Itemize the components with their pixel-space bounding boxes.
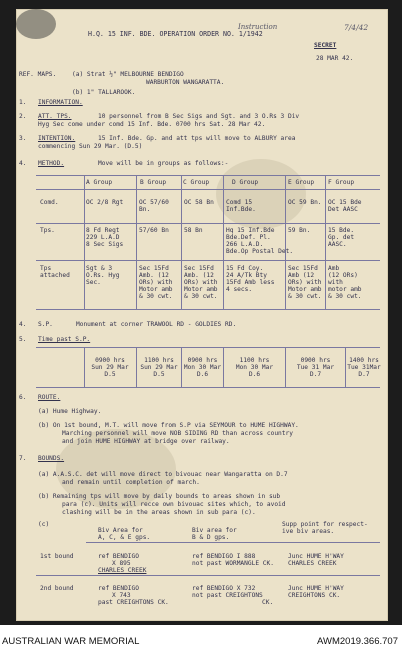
intention-line: 15 Inf. Bde. Gp. and att tps will move to ALBURY area xyxy=(98,135,296,142)
bound-cell: Junc HUME H'WAY xyxy=(288,553,344,560)
intention-label: INTENTION. xyxy=(38,135,76,142)
section-number: 6. xyxy=(19,394,27,401)
attached-cell: Sec 15Fd xyxy=(288,265,318,272)
ref-map-a2: WARBURTON WANGARATTA. xyxy=(146,79,225,86)
comd-cell: OC 57/60 Bn. xyxy=(139,199,169,213)
table-rule xyxy=(36,347,380,348)
tps-cell: 229 L.A.D xyxy=(86,234,120,241)
time-cell: 1100 hrs xyxy=(144,357,174,364)
table-rule xyxy=(84,347,85,387)
attached-label: Tps xyxy=(40,265,52,272)
time-cell: Sun 29 Mar xyxy=(140,364,178,371)
tps-cell: 58 Bn xyxy=(184,227,203,234)
paper-stain xyxy=(216,159,306,229)
bounds-b-line: para (c). Units will recce own bivouac sites which, to avoid xyxy=(62,501,286,508)
bounds-col-header: Supp point for respect- xyxy=(282,521,368,528)
route-b-line: and join HUME HIGHWAY at bridge over railway. xyxy=(62,438,230,445)
att-tps-line: 10 personnel from B Sec Sigs and Sgt. and 3 O.Rs 3 Div xyxy=(98,113,300,120)
group-header: A Group xyxy=(86,179,113,186)
attached-cell: Motor amb xyxy=(184,286,218,293)
time-cell: D.5 xyxy=(104,371,116,378)
tps-cell: Hq 15 Inf.Bde xyxy=(226,227,275,234)
sp-label: S.P. xyxy=(38,321,53,328)
tps-cell: 15 Bde. xyxy=(328,227,355,234)
footer-accession-number: AWM2019.366.707 xyxy=(317,636,398,647)
bound-row-label: 1st bound xyxy=(40,553,74,560)
bound-cell: Junc HUME H'WAY xyxy=(288,585,344,592)
section-number: 3. xyxy=(19,135,27,142)
section-number: 7. xyxy=(19,455,27,462)
tps-cell: Bde.Op Postal Det. xyxy=(226,248,294,255)
corner-shadow xyxy=(16,9,56,39)
bound-row-label: 2nd bound xyxy=(40,585,74,592)
tps-cell: 8 Fd Regt xyxy=(86,227,120,234)
bounds-a-line: (a) A.A.S.C. det will move direct to bivouac near Wangaratta on D.7 xyxy=(38,471,288,478)
tps-label: Tps. xyxy=(40,227,55,234)
ref-maps-label: REF. MAPS. xyxy=(19,71,57,78)
section-number: 2. xyxy=(19,113,27,120)
time-cell: Mon 30 Mar xyxy=(235,364,274,371)
attached-cell: motor amb xyxy=(328,286,362,293)
section-number: 4. xyxy=(19,160,27,167)
bound-cell: CHARLES CREEK xyxy=(98,567,147,574)
attached-cell: & 30 cwt. xyxy=(288,293,322,300)
bound-cell: X 743 xyxy=(112,592,131,599)
attached-cell: Sec 15Fd xyxy=(139,265,169,272)
information-heading: INFORMATION. xyxy=(38,99,83,106)
tps-cell: Bde.Def. Pl. xyxy=(226,234,271,241)
attached-cell: Amb. (12 xyxy=(184,272,214,279)
attached-cell: Amb. (12 xyxy=(139,272,169,279)
ref-map-b: (b) 1" TALLAROOK. xyxy=(72,89,136,96)
attached-cell: & 30 cwt. xyxy=(184,293,218,300)
attached-cell: Motor amb xyxy=(139,286,173,293)
comd-cell: OC 59 Bn. xyxy=(288,199,322,206)
table-rule xyxy=(84,175,85,309)
ref-map-a: (a) Strat ½" MELBOURNE BENDIGO xyxy=(72,71,184,78)
secret-label: SECRET xyxy=(314,42,337,49)
bound-cell: not past WORMANGLE CK. xyxy=(192,560,274,567)
time-cell: D.7 xyxy=(309,371,322,378)
time-cell: 1400 hrs xyxy=(349,357,379,364)
bound-cell: CK. xyxy=(262,599,274,606)
comd-cell: OC 58 Bn xyxy=(184,199,214,206)
attached-cell: 15Fd Amb less xyxy=(226,279,275,286)
group-header: E Group xyxy=(288,179,315,186)
attached-cell: Sec 15Fd xyxy=(184,265,214,272)
attached-cell: ORs) with xyxy=(139,279,173,286)
table-rule xyxy=(285,175,286,309)
bound-cell: ref BENDIGO X 732 xyxy=(192,585,256,592)
tps-cell: 266 L.A.D. xyxy=(226,241,264,248)
bound-cell: ref BENDIGO xyxy=(98,585,139,592)
time-cell: D.5 xyxy=(153,371,165,378)
route-label: ROUTE. xyxy=(38,394,61,401)
bounds-label: BOUNDS. xyxy=(38,455,65,462)
table-rule xyxy=(36,309,380,310)
table-rule xyxy=(36,223,380,224)
attached-cell: Motor amb xyxy=(288,286,322,293)
time-cell: Mon 30 Mar xyxy=(183,364,222,371)
table-rule xyxy=(223,175,224,309)
bound-cell: not past CREIGHTONS xyxy=(192,592,263,599)
section-number: 5. xyxy=(19,336,27,343)
route-a: (a) Hume Highway. xyxy=(38,408,102,415)
footer-institution: AUSTRALIAN WAR MEMORIAL xyxy=(2,636,140,647)
attached-cell: & 30 cwt. xyxy=(139,293,173,300)
section-number: 1. xyxy=(19,99,27,106)
table-rule xyxy=(36,189,380,190)
archive-footer xyxy=(0,630,402,653)
att-tps-line: Hyg Sec come under comd 15 Inf. Bde. 0700 hrs Sat. 28 Mar 42. xyxy=(38,121,266,128)
att-tps-label: ATT. TPS. xyxy=(38,113,72,120)
time-cell: D.7 xyxy=(358,371,370,378)
section-number: 4. xyxy=(19,321,27,328)
attached-cell: Amb xyxy=(328,265,340,272)
tps-cell: 8 Sec Sigs xyxy=(86,241,124,248)
comd-label: Comd. xyxy=(40,199,59,206)
tps-cell: Gp. det xyxy=(328,234,355,241)
tps-cell: 57/60 Bn xyxy=(139,227,169,234)
comd-cell: OC 2/8 Rgt xyxy=(86,199,124,206)
attached-cell: Sgt & 3 xyxy=(86,265,113,272)
attached-cell: 24 A/Tk Bty xyxy=(226,272,267,279)
bounds-col-header: Biv Area for xyxy=(98,527,143,534)
attached-cell: ORs) with xyxy=(288,279,322,286)
comd-cell: OC 15 Bde Det AASC xyxy=(328,199,362,213)
bound-cell: ref BENDIGO xyxy=(98,553,139,560)
time-cell: 0900 hrs xyxy=(95,357,125,364)
time-cell: D.6 xyxy=(196,371,209,378)
time-cell: Sun 29 Mar xyxy=(91,364,129,371)
bounds-col-header: B & D gps. xyxy=(192,534,230,541)
method-intro: Move will be in groups as follows:- xyxy=(98,160,229,167)
group-header: F Group xyxy=(328,179,355,186)
attached-cell: ORs) with xyxy=(184,279,218,286)
bounds-b-line: (b) Remaining tps will move by daily bounds to areas shown in sub xyxy=(38,493,281,500)
group-header: B Group xyxy=(140,179,167,186)
document-title: H.Q. 15 INF. BDE. OPERATION ORDER NO. 1/1942 xyxy=(88,30,263,38)
time-cell: 1100 hrs xyxy=(239,357,270,364)
table-rule xyxy=(181,175,182,309)
attached-cell: Sec. xyxy=(86,279,101,286)
handwritten-corner-note: 7/4/42 xyxy=(344,23,369,32)
time-cell: 0900 hrs xyxy=(187,357,218,364)
handwritten-note: Instruction xyxy=(238,23,278,31)
table-rule xyxy=(36,387,380,388)
bound-cell: past CREIGHTONS CK. xyxy=(98,599,169,606)
bound-cell: CHARLES CREEK xyxy=(288,560,337,567)
group-header: D Group xyxy=(232,179,259,186)
attached-cell: 15 Fd Coy. xyxy=(226,265,264,272)
time-cell: D.6 xyxy=(248,371,261,378)
attached-cell: Amb (12 xyxy=(288,272,315,279)
table-rule xyxy=(86,542,380,543)
attached-label: attached xyxy=(40,272,70,279)
route-b-line: (b) On 1st bound, M.T. will move from S.P via SEYMOUR to HUME HIGHWAY. xyxy=(38,422,299,429)
bound-cell: X 895 xyxy=(112,560,131,567)
table-rule xyxy=(325,175,326,309)
document-page xyxy=(16,9,388,621)
bound-cell: CREIGHTONS CK. xyxy=(288,592,341,599)
bounds-col-header: Biv area for xyxy=(192,527,237,534)
route-b-line: Marching personnel will move NOB SIDING RD than across country xyxy=(62,430,293,437)
time-cell: Tue 31 Mar xyxy=(296,364,335,371)
attached-cell: (12 ORs) xyxy=(328,272,358,279)
bounds-col-header: A, C, & E gps. xyxy=(98,534,151,541)
bounds-c-label: (c) xyxy=(38,521,50,528)
group-header: C Group xyxy=(183,179,210,186)
table-rule xyxy=(36,175,380,176)
table-rule xyxy=(36,575,380,576)
bound-cell: ref BENDIGO I 888 xyxy=(192,553,256,560)
document-date: 28 MAR 42. xyxy=(316,55,354,62)
time-cell: 0900 hrs xyxy=(300,357,331,364)
method-label: METHOD. xyxy=(38,160,65,167)
table-rule xyxy=(136,175,137,309)
bounds-a-line: and remain until completion of march. xyxy=(62,479,200,486)
tps-cell: AASC. xyxy=(328,241,347,248)
time-past-label: Time past S.P. xyxy=(38,336,91,343)
bounds-col-header: ive biv areas. xyxy=(282,528,335,535)
attached-cell: & 30 cwt. xyxy=(328,293,362,300)
attached-cell: with xyxy=(328,279,343,286)
time-cell: Tue 31Mar xyxy=(347,364,381,371)
attached-cell: 4 secs. xyxy=(226,286,253,293)
intention-line: commencing Sun 29 Mar. (D.5) xyxy=(38,143,143,150)
table-rule xyxy=(36,260,380,261)
bounds-b-line: clashing will be in the areas shown in sub para (c). xyxy=(62,509,256,516)
attached-cell: O.Rs. Hyg xyxy=(86,272,120,279)
comd-cell: Comd 15 Inf.Bde. xyxy=(226,199,256,213)
tps-cell: 59 Bn. xyxy=(288,227,311,234)
sp-text: Monument at corner TRAWOOL RD - GOLDIES RD. xyxy=(76,321,237,328)
